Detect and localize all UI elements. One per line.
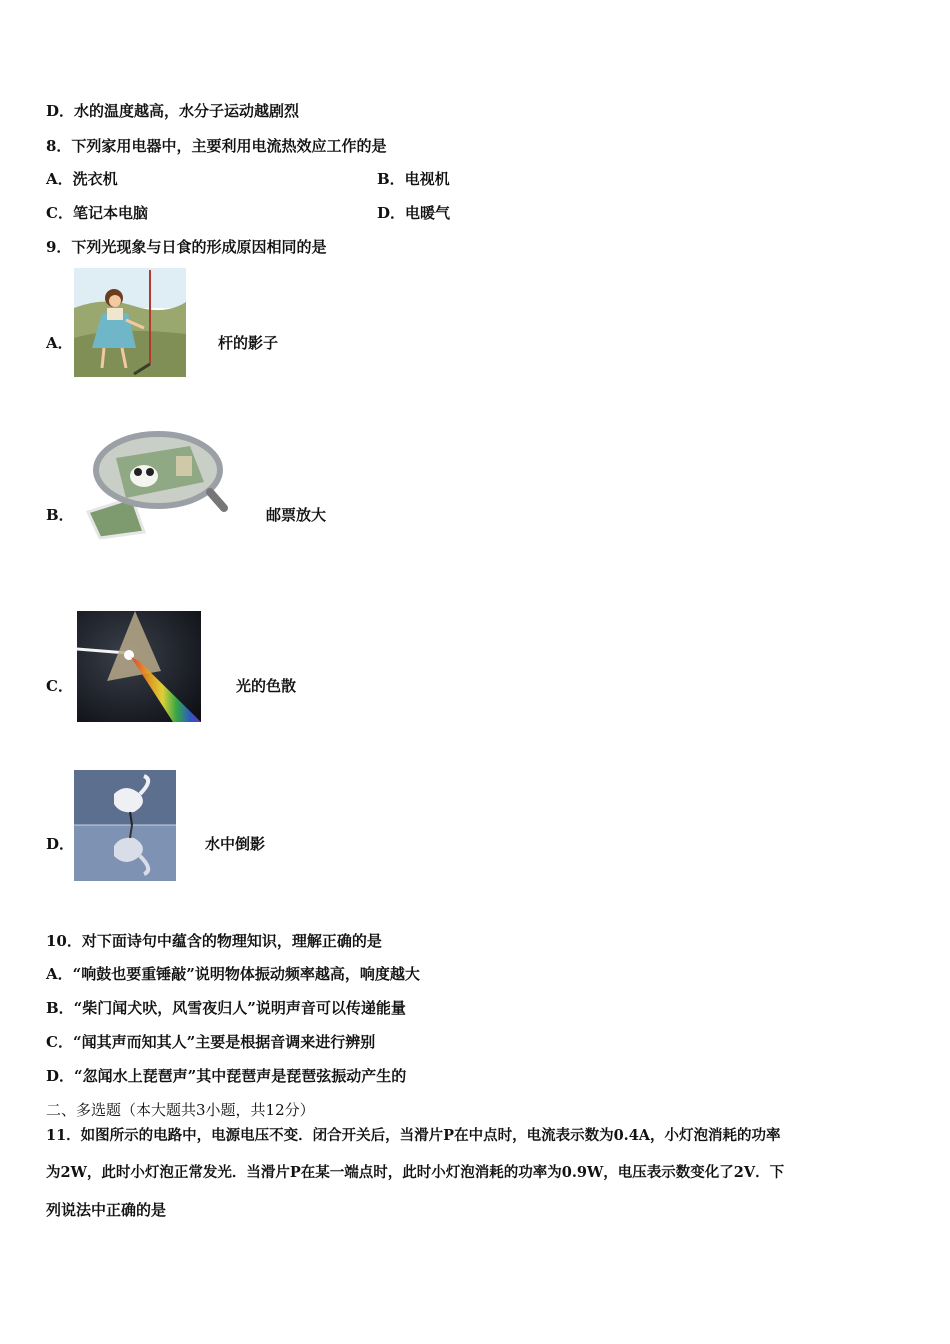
q10-option-b: B．“柴门闻犬吠，风雪夜归人”说明声音可以传递能量 <box>46 999 406 1017</box>
q8-option-a: A．洗衣机 <box>46 170 118 188</box>
q9-option-c-caption: 光的色散 <box>236 677 297 695</box>
q9-option-b-letter: B． <box>46 506 74 524</box>
q8-option-b: B．电视机 <box>377 170 450 188</box>
q8-option-d: D．电暖气 <box>377 204 451 222</box>
water-reflection-image <box>74 770 176 881</box>
prism-dispersion-image <box>77 611 201 722</box>
q7-option-d: D．水的温度越高，水分子运动越剧烈 <box>46 102 300 120</box>
q8-option-c: C．笔记本电脑 <box>46 204 148 222</box>
q11-line-1: 11．如图所示的电路中，电源电压不变．闭合开关后，当滑片P在中点时，电流表示数为0.4A，小灯泡消耗的功率 <box>46 1127 781 1144</box>
section-heading: 二、多选题（本大题共3小题，共12分） <box>46 1101 315 1119</box>
q10-option-a: A．“响鼓也要重锤敲”说明物体振动频率越高，响度越大 <box>46 965 420 983</box>
q10-stem: 10．对下面诗句中蕴含的物理知识，理解正确的是 <box>46 932 382 950</box>
q8-stem: 8．下列家用电器中，主要利用电流热效应工作的是 <box>46 137 387 155</box>
q10-option-d: D．“忽闻水上琵琶声”其中琵琶声是琵琶弦振动产生的 <box>46 1067 407 1085</box>
q11-line-3: 列说法中正确的是 <box>46 1201 167 1219</box>
q9-option-a-letter: A． <box>46 334 73 352</box>
q9-option-d-letter: D． <box>46 835 75 853</box>
q11-line-2: 为2W，此时小灯泡正常发光．当滑片P在某一端点时，此时小灯泡消耗的功率为0.9W，电压表示数变化了2V．下 <box>46 1164 785 1181</box>
q10-option-c: C．“闻其声而知其人”主要是根据音调来进行辨别 <box>46 1033 376 1051</box>
magnifier-stamp-image <box>82 428 228 540</box>
q9-option-d-caption: 水中倒影 <box>205 835 266 853</box>
q9-option-c-letter: C． <box>46 677 73 695</box>
q9-option-a-caption: 杆的影子 <box>218 334 279 352</box>
pole-shadow-image <box>74 268 186 377</box>
q9-option-b-caption: 邮票放大 <box>266 506 327 524</box>
q9-stem: 9．下列光现象与日食的形成原因相同的是 <box>46 238 327 256</box>
